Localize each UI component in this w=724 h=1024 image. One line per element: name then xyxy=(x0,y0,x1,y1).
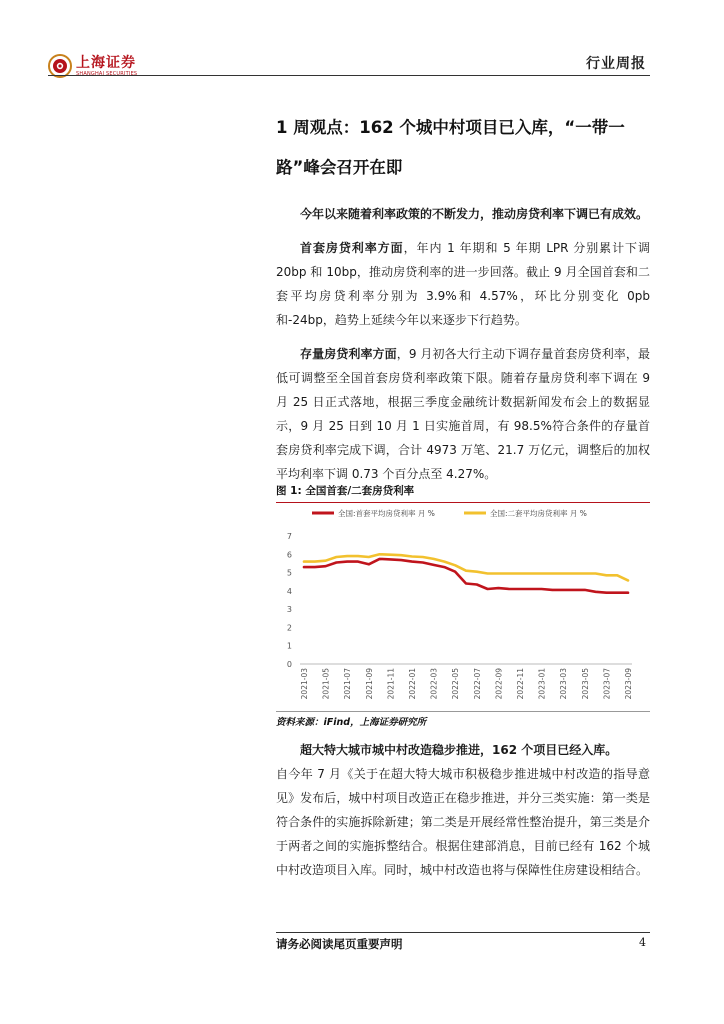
mortgage-rate-chart xyxy=(276,502,650,706)
figure-source: 资料来源：iFind，上海证券研究所 xyxy=(276,711,650,728)
paragraph-intro xyxy=(276,202,650,226)
section-title-line-1: 1 周观点：162 个城中村项目已入库，“一带一 xyxy=(276,118,625,137)
paragraph-intro-text: 今年以来随着利率政策的不断发力，推动房贷利率下调已有成效。 xyxy=(300,207,649,221)
x-tick-label: 2022-11 xyxy=(516,668,525,700)
paragraph-lead: 存量房贷利率方面 xyxy=(300,347,397,361)
y-tick-label: 7 xyxy=(286,532,292,541)
x-tick-label: 2023-07 xyxy=(602,668,612,700)
paragraph-lead: 首套房贷利率方面 xyxy=(300,241,404,255)
x-tick-label: 2021-07 xyxy=(343,668,353,700)
x-tick-label: 2021-05 xyxy=(321,668,331,700)
legend-label: 全国:二套平均房贷利率 月 % xyxy=(490,509,587,518)
footer-divider xyxy=(276,932,650,933)
x-tick-label: 2023-01 xyxy=(537,668,547,700)
paragraph-urban-village xyxy=(276,738,650,882)
x-tick-label: 2023-05 xyxy=(580,668,590,700)
y-tick-label: 2 xyxy=(286,623,292,633)
x-tick-label: 2022-03 xyxy=(429,668,439,700)
logo-chinese-text: 上海证券 xyxy=(76,54,136,71)
y-tick-label: 5 xyxy=(286,568,292,578)
y-tick-label: 3 xyxy=(286,605,292,615)
page-number: 4 xyxy=(639,936,646,949)
paragraph-body: ，年内 1 年期和 5 年期 LPR 分别累计下调 20bp 和 10bp，推动房贷利率的进一步回落。截止 9 月全国首套和二套平均房贷利率分别为 3.9%和 4.57%，环比分别变化 0pb 和-24bp，趋势上延续今年以来逐步下行趋势。 xyxy=(276,241,650,327)
header-divider xyxy=(48,75,650,76)
logo-english-text: SHANGHAI SECURITIES xyxy=(76,70,138,77)
section-title xyxy=(276,108,650,188)
x-tick-label: 2023-09 xyxy=(624,668,633,700)
series-line xyxy=(304,554,628,580)
paragraph-body: 自今年 7 月《关于在超大特大城市积极稳步推进城中村改造的指导意见》发布后，城中村项目改造正在稳步推进，并分三类实施：第一类是符合条件的实施拆除新建；第二类是开展经常性整治提升，第三类是介于两者之间的实施拆整结合。根据住建部消息，目前已经有 162 个城中村改造项目入库。同时，城中村改造也将与保障性住房建设相结合。 xyxy=(276,767,650,877)
x-tick-label: 2021-09 xyxy=(364,668,374,700)
figure-title: 图 1: 全国首套/二套房贷利率 xyxy=(276,483,650,503)
report-type-label: 行业周报 xyxy=(586,56,646,72)
x-tick-label: 2022-07 xyxy=(472,668,482,700)
x-tick-label: 2022-05 xyxy=(451,668,461,700)
x-tick-label: 2023-03 xyxy=(559,668,569,700)
paragraph-existing-mortgage xyxy=(276,342,650,486)
y-tick-label: 0 xyxy=(286,660,292,669)
section-title-line-2: 路”峰会召开在即 xyxy=(276,158,403,177)
footer-disclaimer: 请务必阅读尾页重要声明 xyxy=(276,937,403,951)
y-tick-label: 1 xyxy=(286,641,292,651)
paragraph-lead: 超大特大城市城中村改造稳步推进，162 个项目已经入库。 xyxy=(300,743,618,757)
legend-label: 全国:首套平均房贷利率 月 % xyxy=(338,509,435,518)
x-tick-label: 2021-03 xyxy=(300,668,309,700)
main-content xyxy=(276,108,650,486)
x-tick-label: 2022-09 xyxy=(494,668,504,700)
x-tick-label: 2021-11 xyxy=(386,668,396,700)
x-tick-label: 2022-01 xyxy=(408,668,417,700)
paragraph-body: ，9 月初各大行主动下调存量首套房贷利率，最低可调整至全国首套房贷利率政策下限。随着存量房贷利率下调在 9 月 25 日正式落地，根据三季度金融统计数据新闻发布会上的数据显示，9 月 25 日到 10 月 1 日实施首周，有 98.5%符合条件的存量首套房贷利率完成下调，合计 4973 万笔、21.7 万亿元，调整后的加权平均利率下调 0.73 个百分点至 4.27%。 xyxy=(276,347,650,481)
series-line xyxy=(304,559,628,593)
main-content-2 xyxy=(276,738,650,882)
page-header xyxy=(48,44,648,84)
y-tick-label: 6 xyxy=(286,550,292,560)
y-tick-label: 4 xyxy=(286,586,292,596)
paragraph-first-home-rate xyxy=(276,236,650,332)
